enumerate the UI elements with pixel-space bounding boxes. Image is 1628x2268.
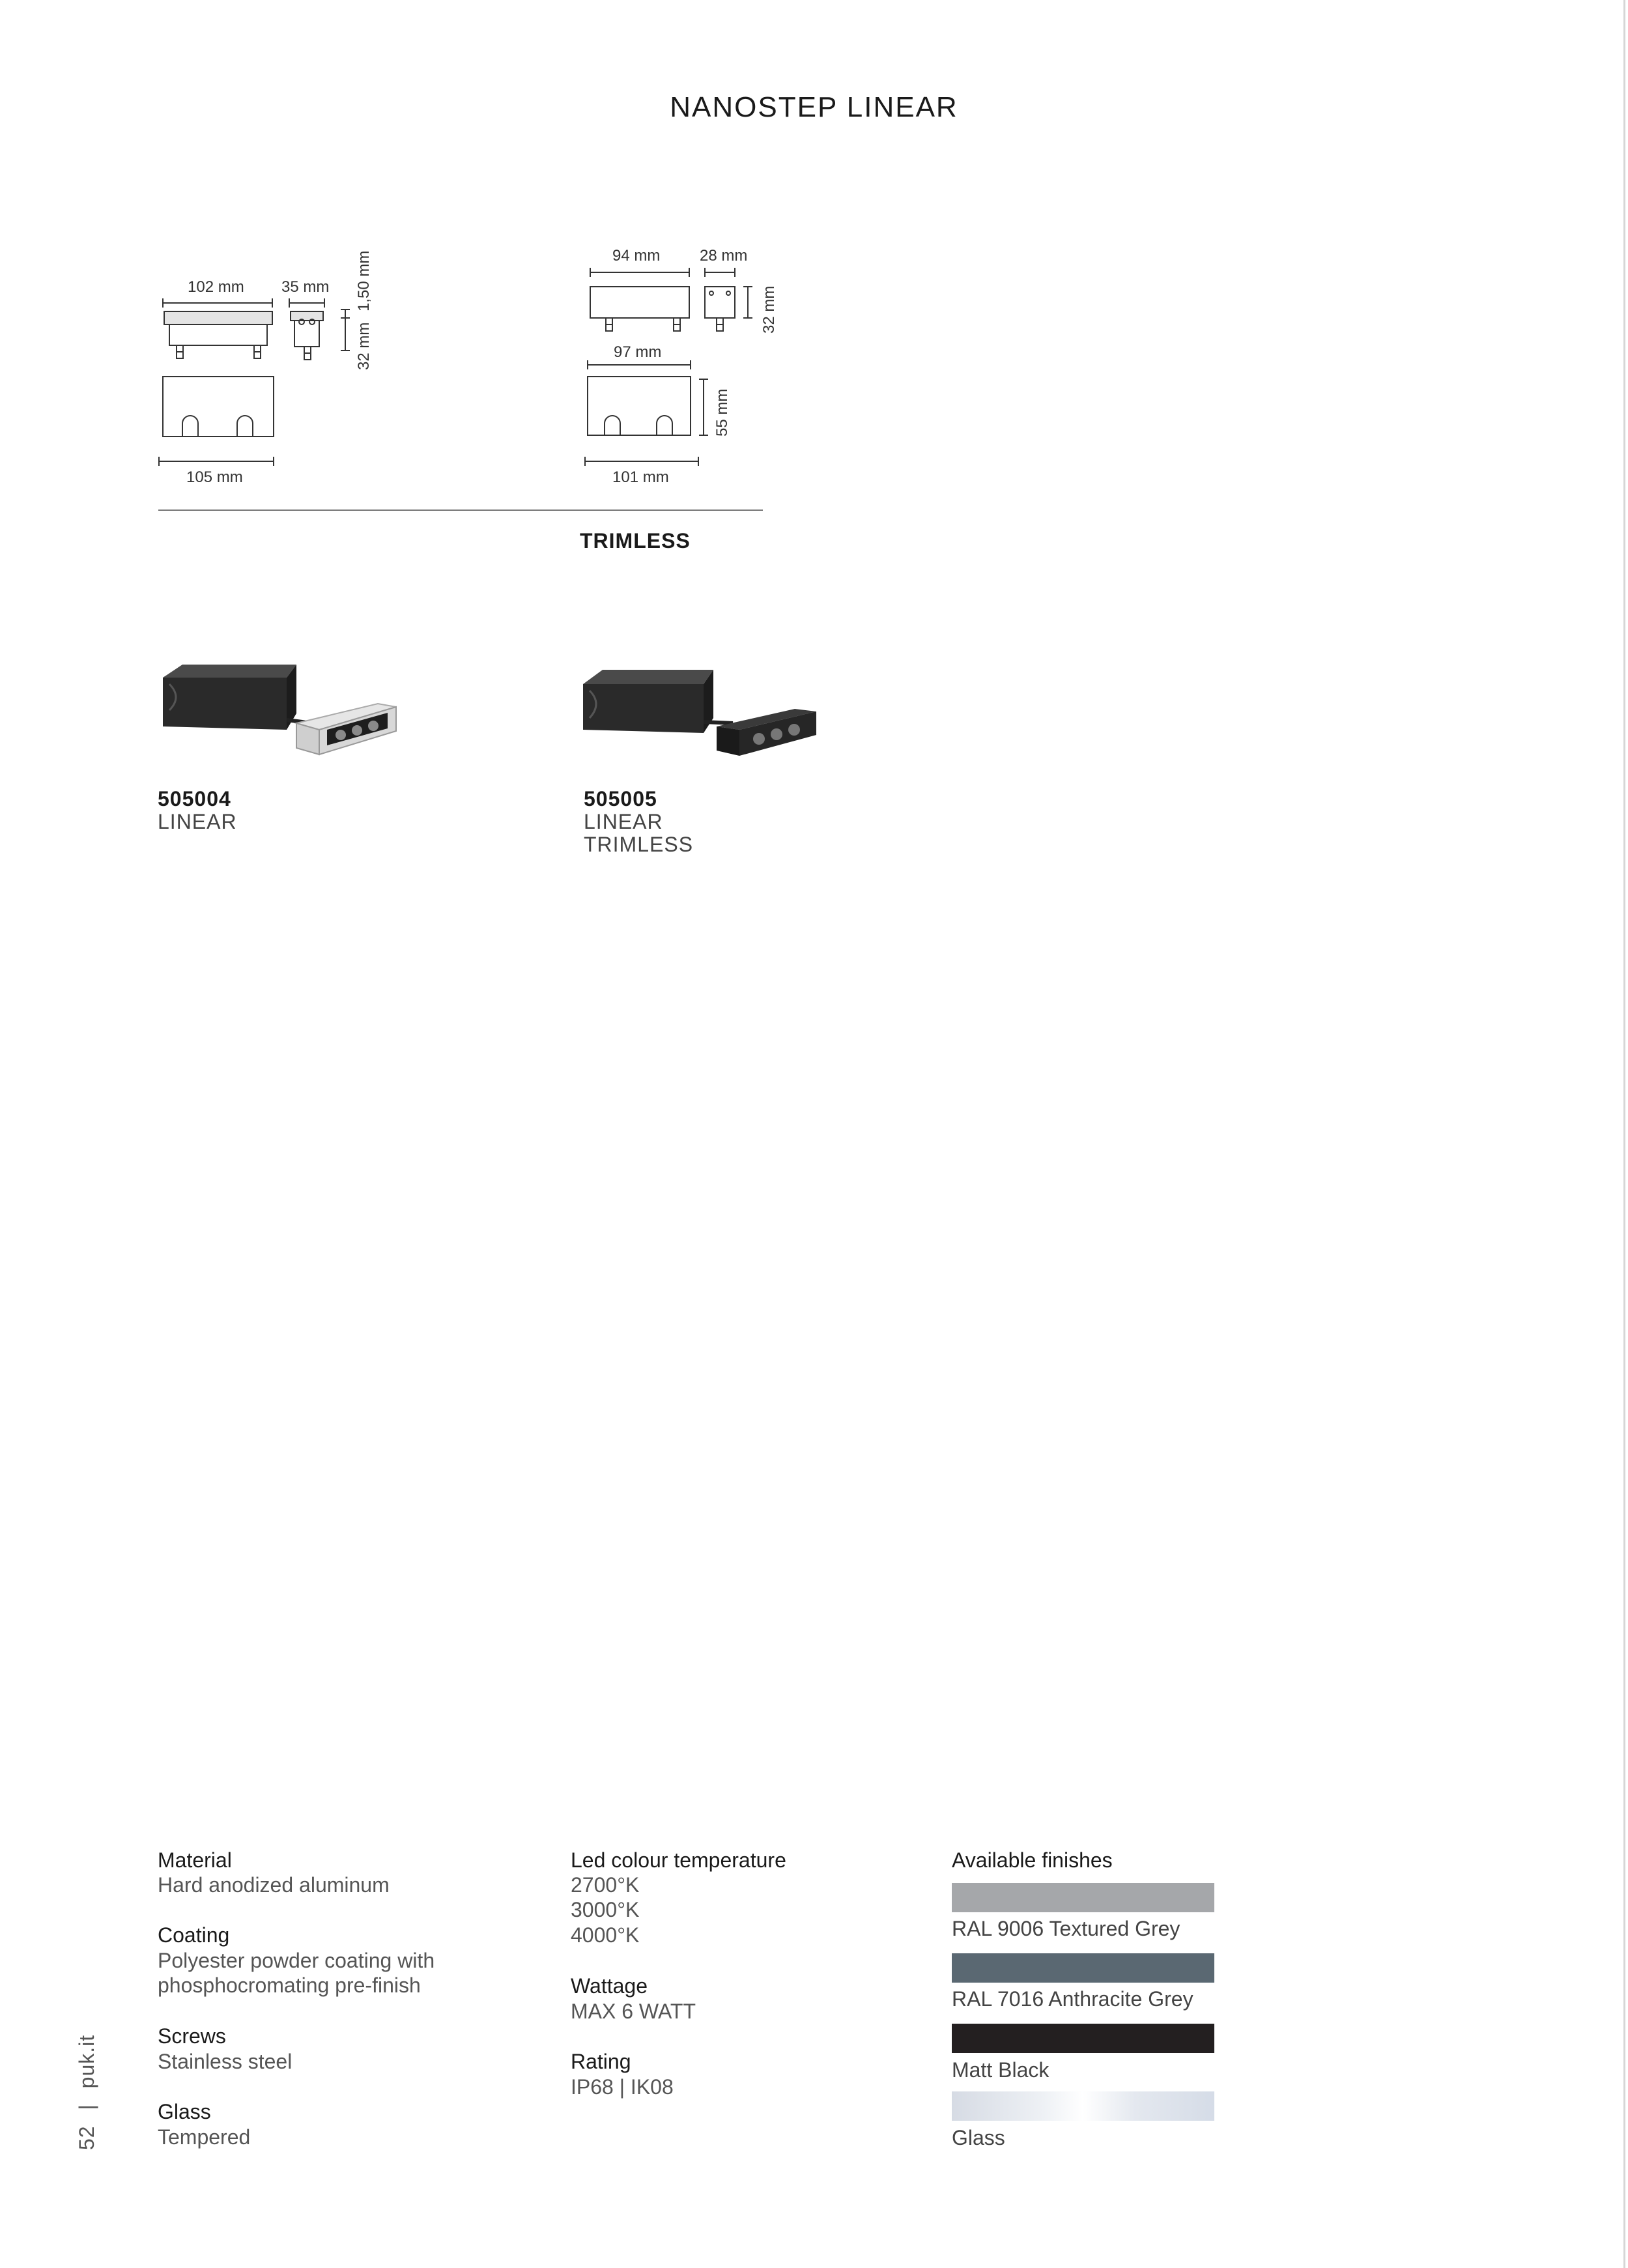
page-folio [75,2020,101,2150]
dimension-drawing [150,235,801,508]
product-name-505005-line1: LINEAR [584,810,663,833]
spec-coating-value-line2: phosphocromating pre-finish [158,1974,421,1997]
finish-swatch-textured-grey [952,1883,1214,1912]
dim-right-height-body: 32 mm [760,285,778,334]
spec-screws-value: Stainless steel [158,2050,293,2073]
finish-label-matt-black: Matt Black [952,2058,1050,2082]
spec-coating-label: Coating [158,1923,230,1947]
spec-material-label: Material [158,1848,232,1872]
section-label-trimless: TRIMLESS [580,529,691,553]
spec-screws-label: Screws [158,2024,226,2048]
page-number: 52 [75,2125,98,2150]
dim-right-top-width: 94 mm [612,247,661,265]
spec-led-value-3000: 3000°K [571,1898,640,1921]
spec-rating-label: Rating [571,2050,631,2073]
page-edge-line [1623,0,1625,2268]
dim-right-box-height: 55 mm [713,388,731,437]
finish-swatch-anthracite-grey [952,1953,1214,1983]
product-image-505004 [156,658,404,762]
site-link[interactable]: puk.it [75,2034,98,2089]
finish-label-glass: Glass [952,2126,1005,2149]
folio-separator: | [75,2104,98,2110]
dim-right-box-width: 101 mm [612,468,669,486]
dim-right-side-width: 28 mm [700,247,748,265]
product-image-505005 [577,658,824,762]
spec-rating-value: IP68 | IK08 [571,2075,674,2099]
product-code-505004: 505004 [158,787,231,811]
product-code-505005: 505005 [584,787,657,811]
spec-led-value-4000: 4000°K [571,1923,640,1947]
spec-glass-value: Tempered [158,2125,251,2149]
page-title: NANOSTEP LINEAR [670,91,958,123]
spec-led-label: Led colour temperature [571,1848,786,1872]
dim-left-height-body: 32 mm [355,322,373,370]
dim-right-mid-width: 97 mm [614,343,662,361]
dim-left-top-width: 102 mm [188,278,244,296]
finish-swatch-glass [952,2091,1214,2121]
spec-led-value-2700: 2700°K [571,1873,640,1897]
spec-material-value: Hard anodized aluminum [158,1873,390,1897]
finish-swatch-matt-black [952,2024,1214,2053]
finish-label-anthracite-grey: RAL 7016 Anthracite Grey [952,1987,1193,2011]
product-name-505004: LINEAR [158,810,237,833]
product-name-505005-line2: TRIMLESS [584,833,694,856]
dim-left-side-width: 35 mm [281,278,330,296]
dim-left-height-top: 1,50 mm [355,250,373,311]
spec-coating-value-line1: Polyester powder coating with [158,1949,435,1972]
spec-wattage-value: MAX 6 WATT [571,2000,696,2023]
finish-label-textured-grey: RAL 9006 Textured Grey [952,1917,1180,1940]
spec-wattage-label: Wattage [571,1974,648,1998]
finishes-label: Available finishes [952,1848,1113,1872]
section-divider [158,510,763,511]
spec-glass-label: Glass [158,2100,211,2123]
dim-left-box-width: 105 mm [186,468,243,486]
